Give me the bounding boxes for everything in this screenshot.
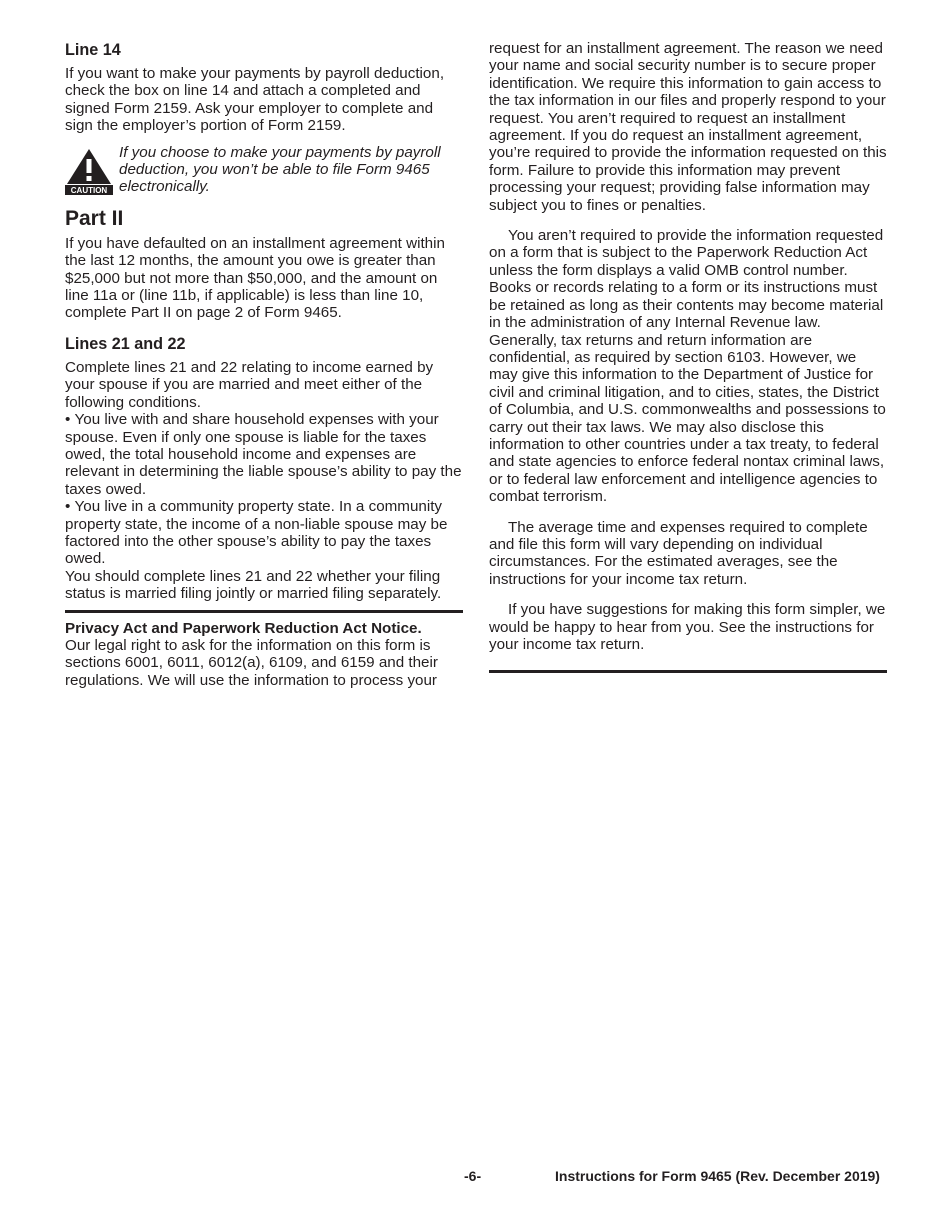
privacy-para-1: request for an installment agreement. The reason we need your name and social security number is to secure proper identification. We require this information to gain access to the tax information in our files and properly respond to your request. You aren’t required to request an installment agreement. If you do request an installment agreement, you’re required to provide the information requested on this form. Failure to provide this information may prevent processing your request; providing false information may subject you to fines or penalties. [489, 40, 887, 214]
bullet-1-text: You live with and share household expenses with your spouse. Even if only one spouse is liable for the taxes owed, the total household income and expenses are relevant in determining the liable spouse’s ability to pay the taxes owed. [65, 411, 462, 498]
page-number: -6- [464, 1168, 482, 1184]
form-title: Instructions for Form 9465 (Rev. December 2019) [555, 1168, 880, 1184]
caution-icon [65, 147, 113, 195]
privacy-para-4: If you have suggestions for making this form simpler, we would be happy to hear from you. See the instructions for your income tax return. [489, 601, 886, 653]
right-column [489, 40, 887, 673]
privacy-para-3: The average time and expenses required to complete and file this form will vary depending on individual circumstances. For the estimated averages, see the instructions for your income tax return. [489, 518, 868, 588]
lines2122-intro: Complete lines 21 and 22 relating to income earned by your spouse if you are married and meet either of the following conditions. [65, 358, 434, 411]
bullet-item-1 [65, 411, 463, 498]
line14-text: If you want to make your payments by payroll deduction, check the box on line 14 and attach a completed and signed Form 2159. Ask your employer to complete and sign the employer’s portion of Form 2159. [65, 65, 445, 135]
privacy-text: Our legal right to ask for the information on this form is sections 6001, 6011, 6012(a), 6109, and 6159 and their regulations. We will use the information to process your [65, 636, 438, 689]
line14-heading: Line 14 [65, 41, 121, 59]
privacy-para-2: You aren’t required to provide the information requested on a form that is subject to the Paperwork Reduction Act unless the form displays a valid OMB control number. Books or records relating to a form or its instructions must be retained as long as their contents may become material in the administration of any Internal Revenue law. Generally, tax returns and return information are confidential, as required by section 6103. However, we may give this information to the Department of Justice for civil and criminal litigation, and to cities, states, the District of Columbia, and U.S. commonwealths and possessions to carry out their tax laws. We may also disclose this information to other countries under a tax treaty, to federal and state agencies to enforce federal nontax criminal laws, or to federal law enforcement and intelligence agencies to combat terrorism. [489, 227, 886, 506]
bullet-2-text: You live in a community property state. In a community property state, the income of a non-liable spouse may be factored into the other spouse’s ability to pay the taxes owed. [65, 498, 448, 568]
part2-heading: Part II [65, 206, 124, 230]
lines2122-heading: Lines 21 and 22 [65, 334, 186, 353]
lines2122-closing: You should complete lines 21 and 22 whether your filing status is married filing jointly or married filing separately. [65, 567, 442, 603]
caution-label: CAUTION [70, 185, 108, 195]
end-divider [489, 670, 887, 673]
bullet-item-2 [65, 498, 463, 568]
privacy-heading: Privacy Act and Paperwork Reduction Act Notice. [65, 619, 422, 637]
section-divider [65, 610, 463, 613]
left-column [65, 40, 463, 689]
caution-box [65, 144, 463, 196]
bullet-icon: • [65, 498, 75, 516]
part2-text: If you have defaulted on an installment agreement within the last 12 months, the amount you owe is greater than $25,000 but not more than $50,000, and the amount on line 11a or (line 11b, if applicable) is less than line 10, complete Part II on page 2 of Form 9465. [65, 234, 445, 322]
bullet-icon: • [65, 411, 75, 429]
caution-text: If you choose to make your payments by payroll deduction, you won’t be able to file Form 9465 electronically. [119, 143, 441, 196]
